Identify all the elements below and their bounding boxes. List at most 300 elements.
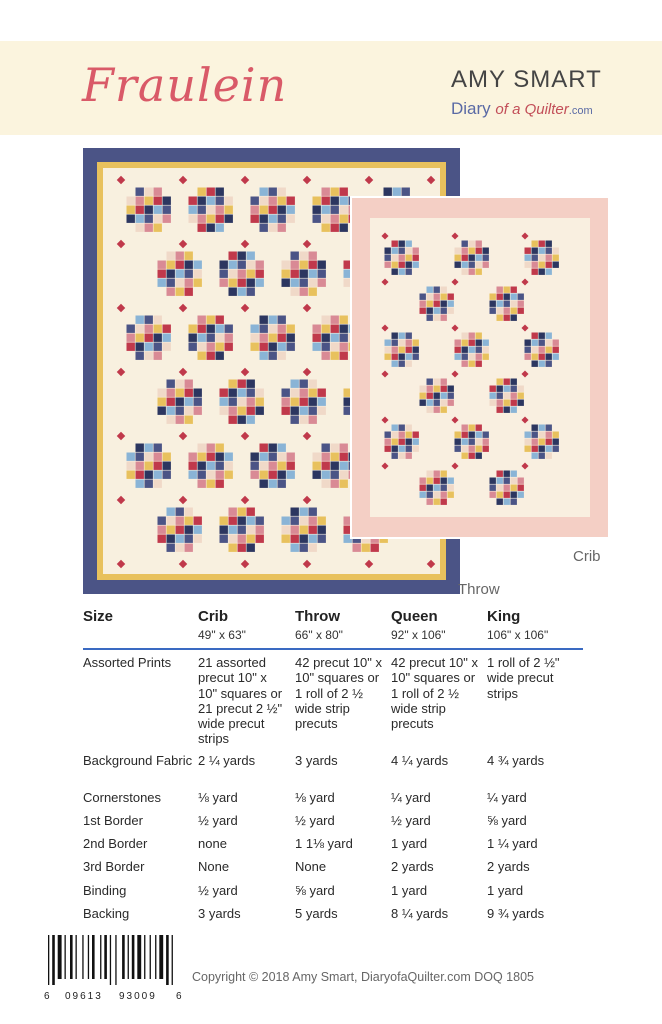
quilt-patch <box>434 400 440 406</box>
quilt-patch <box>392 248 398 254</box>
quilt-patch <box>420 485 426 491</box>
quilt-patch <box>497 294 503 300</box>
quilt-patch <box>291 288 299 296</box>
quilt-patch <box>176 416 184 424</box>
quilt-patch <box>469 333 475 339</box>
quilt-patch <box>127 462 135 470</box>
quilt-patch <box>163 206 171 214</box>
quilt-patch <box>154 188 162 196</box>
quilt-patch <box>331 316 339 324</box>
quilt-patch <box>532 255 538 261</box>
quilt-patch <box>229 416 237 424</box>
quilt-patch <box>260 453 268 461</box>
quilt-patch <box>497 471 503 477</box>
quilt-patch <box>194 270 202 278</box>
quilt-patch <box>154 471 162 479</box>
table-cell: ½ yard <box>295 813 335 828</box>
quilt-patch <box>441 393 447 399</box>
quilt-patch <box>511 301 517 307</box>
quilt-patch <box>420 294 426 300</box>
quilt-patch <box>256 389 264 397</box>
quilt-patch <box>238 526 246 534</box>
quilt-patch <box>462 432 468 438</box>
table-cell: 1 1⅛ yard <box>295 836 353 851</box>
barcode-bar <box>52 935 55 985</box>
quilt-patch <box>518 400 524 406</box>
quilt-patch <box>278 197 286 205</box>
quilt-patch <box>176 544 184 552</box>
quilt-patch <box>269 480 277 488</box>
quilt-patch <box>427 294 433 300</box>
quilt-patch <box>167 389 175 397</box>
quilt-patch <box>331 224 339 232</box>
quilt-patch <box>476 439 482 445</box>
quilt-patch <box>553 432 559 438</box>
quilt-patch <box>216 316 224 324</box>
quilt-patch <box>483 255 489 261</box>
quilt-patch <box>207 352 215 360</box>
quilt-patch <box>420 492 426 498</box>
quilt-patch <box>504 400 510 406</box>
quilt-patch <box>483 248 489 254</box>
quilt-patch <box>238 416 246 424</box>
quilt-patch <box>185 288 193 296</box>
quilt-patch <box>145 471 153 479</box>
quilt-patch <box>300 389 308 397</box>
quilt-patch <box>441 499 447 505</box>
table-cell: 1 ¼ yard <box>487 836 538 851</box>
barcode-bar <box>155 935 156 979</box>
quilt-patch <box>225 215 233 223</box>
quilt-patch <box>413 432 419 438</box>
quilt-patch <box>420 301 426 307</box>
quilt-patch <box>448 485 454 491</box>
quilt-patch <box>469 446 475 452</box>
quilt-patch <box>260 352 268 360</box>
quilt-patch <box>532 453 538 459</box>
quilt-patch <box>427 301 433 307</box>
quilt-patch <box>247 526 255 534</box>
header-king: King <box>487 608 521 625</box>
quilt-patch <box>207 206 215 214</box>
table-cell: 1 yard <box>391 883 428 898</box>
quilt-patch <box>136 316 144 324</box>
quilt-patch <box>553 262 559 268</box>
quilt-patch <box>247 389 255 397</box>
quilt-patch <box>220 389 228 397</box>
quilt-patch <box>256 407 264 415</box>
quilt-patch <box>309 544 317 552</box>
header-throw: Throw <box>295 608 340 625</box>
table-cell: 3 yards <box>295 753 338 768</box>
table-cell: 8 ¼ yards <box>391 906 449 921</box>
quilt-patch <box>392 425 398 431</box>
quilt-patch <box>154 334 162 342</box>
table-cell: 1 yard <box>391 836 428 851</box>
quilt-patch <box>553 439 559 445</box>
quilt-patch <box>300 544 308 552</box>
quilt-patch <box>145 480 153 488</box>
crib-caption: Crib <box>573 548 601 565</box>
quilt-patch <box>216 334 224 342</box>
quilt-patch <box>220 270 228 278</box>
quilt-patch <box>462 340 468 346</box>
table-cell: 2 yards <box>487 859 530 874</box>
barcode-bar <box>159 935 163 979</box>
table-cell: ⅛ yard <box>295 790 335 805</box>
quilt-patch <box>167 407 175 415</box>
quilt-patch <box>318 270 326 278</box>
quilt-patch <box>229 517 237 525</box>
quilt-patch <box>406 425 412 431</box>
quilt-patch <box>127 215 135 223</box>
quilt-patch <box>198 343 206 351</box>
quilt-patch <box>154 462 162 470</box>
quilt-patch <box>216 352 224 360</box>
quilt-patch <box>331 325 339 333</box>
quilt-patch <box>497 379 503 385</box>
quilt-patch <box>216 206 224 214</box>
barcode-bar <box>110 935 111 985</box>
quilt-patch <box>278 352 286 360</box>
quilt-patch <box>483 354 489 360</box>
quilt-patch <box>462 425 468 431</box>
quilt-patch <box>539 340 545 346</box>
table-cell: 2 ¼ yards <box>198 753 256 768</box>
quilt-patch <box>269 462 277 470</box>
quilt-patch <box>511 294 517 300</box>
quilt-patch <box>441 485 447 491</box>
quilt-patch <box>145 462 153 470</box>
quilt-patch <box>434 308 440 314</box>
quilt-patch <box>225 334 233 342</box>
quilt-patch <box>539 425 545 431</box>
quilt-patch <box>229 288 237 296</box>
quilt-patch <box>476 262 482 268</box>
quilt-patch <box>462 255 468 261</box>
quilt-patch <box>185 407 193 415</box>
quilt-patch <box>256 279 264 287</box>
quilt-patch <box>189 334 197 342</box>
quilt-patch <box>207 462 215 470</box>
quilt-patch <box>309 389 317 397</box>
quilt-patch <box>427 492 433 498</box>
quilt-patch <box>167 288 175 296</box>
quilt-patch <box>546 340 552 346</box>
quilt-patch <box>427 287 433 293</box>
quilt-patch <box>532 446 538 452</box>
quilt-patch <box>497 478 503 484</box>
quilt-patch <box>278 453 286 461</box>
quilt-patch <box>441 471 447 477</box>
quilt-patch <box>247 279 255 287</box>
quilt-patch <box>476 333 482 339</box>
barcode-left-digit: 6 <box>44 991 50 1002</box>
quilt-patch <box>406 453 412 459</box>
quilt-patch <box>260 325 268 333</box>
quilt-patch <box>229 407 237 415</box>
quilt-patch <box>198 471 206 479</box>
quilt-patch <box>309 288 317 296</box>
quilt-patch <box>313 471 321 479</box>
quilt-patch <box>278 325 286 333</box>
quilt-patch <box>167 270 175 278</box>
quilt-patch <box>399 333 405 339</box>
quilt-patch <box>539 248 545 254</box>
quilt-patch <box>145 444 153 452</box>
quilt-patch <box>278 343 286 351</box>
dims-throw: 66" x 80" <box>295 628 343 642</box>
quilt-patch <box>322 480 330 488</box>
quilt-patch <box>260 215 268 223</box>
quilt-patch <box>462 361 468 367</box>
quilt-patch <box>469 340 475 346</box>
quilt-patch <box>167 508 175 516</box>
quilt-patch <box>145 316 153 324</box>
quilt-patch <box>278 471 286 479</box>
quilt-patch <box>127 471 135 479</box>
table-cell: 21 assorted precut 10" x 10" squares or 21 precut 2 ½" wide precut strips <box>198 655 283 747</box>
table-cell: 2 yards <box>391 859 434 874</box>
quilt-patch <box>462 248 468 254</box>
quilt-patch <box>247 261 255 269</box>
quilt-patch <box>127 453 135 461</box>
quilt-patch <box>413 340 419 346</box>
quilt-patch <box>406 439 412 445</box>
quilt-patch <box>127 325 135 333</box>
quilt-patch <box>309 416 317 424</box>
quilt-patch <box>269 325 277 333</box>
quilt-patch <box>441 294 447 300</box>
quilt-patch <box>256 535 264 543</box>
quilt-patch <box>291 416 299 424</box>
quilt-patch <box>229 508 237 516</box>
quilt-patch <box>189 462 197 470</box>
quilt-patch <box>340 352 348 360</box>
quilt-patch <box>220 517 228 525</box>
quilt-patch <box>127 197 135 205</box>
quilt-patch <box>291 398 299 406</box>
barcode-bar <box>137 935 141 979</box>
quilt-patch <box>511 485 517 491</box>
quilt-patch <box>269 188 277 196</box>
quilt-patch <box>229 380 237 388</box>
quilt-patch <box>511 499 517 505</box>
quilt-patch <box>353 544 361 552</box>
quilt-patch <box>189 453 197 461</box>
quilt-patch <box>256 398 264 406</box>
quilt-patch <box>238 380 246 388</box>
table-cell: ¼ yard <box>487 790 527 805</box>
quilt-patch <box>185 261 193 269</box>
quilt-patch <box>532 340 538 346</box>
quilt-patch <box>434 499 440 505</box>
quilt-patch <box>518 294 524 300</box>
quilt-patch <box>176 526 184 534</box>
quilt-patch <box>313 453 321 461</box>
barcode-bar <box>144 935 145 979</box>
quilt-patch <box>247 416 255 424</box>
blog-suffix: .com <box>568 105 593 117</box>
quilt-patch <box>427 393 433 399</box>
quilt-patch <box>176 279 184 287</box>
quilt-patch <box>490 294 496 300</box>
quilt-patch <box>154 197 162 205</box>
quilt-patch <box>154 325 162 333</box>
quilt-patch <box>185 508 193 516</box>
quilt-patch <box>331 462 339 470</box>
quilt-patch <box>511 471 517 477</box>
quilt-patch <box>220 535 228 543</box>
quilt-patch <box>340 325 348 333</box>
quilt-patch <box>441 492 447 498</box>
quilt-patch <box>225 462 233 470</box>
quilt-patch <box>145 352 153 360</box>
quilt-patch <box>318 279 326 287</box>
quilt-patch <box>278 480 286 488</box>
quilt-patch <box>229 261 237 269</box>
quilt-patch <box>469 354 475 360</box>
quilt-patch <box>331 197 339 205</box>
quilt-patch <box>287 462 295 470</box>
barcode-bar <box>115 935 116 985</box>
quilt-patch <box>216 197 224 205</box>
quilt-patch <box>469 269 475 275</box>
quilt-patch <box>406 354 412 360</box>
quilt-patch <box>278 215 286 223</box>
quilt-patch <box>207 316 215 324</box>
quilt-patch <box>216 453 224 461</box>
quilt-patch <box>462 439 468 445</box>
quilt-patch <box>256 270 264 278</box>
quilt-patch <box>163 343 171 351</box>
quilt-patch <box>189 343 197 351</box>
quilt-patch <box>216 343 224 351</box>
quilt-patch <box>406 248 412 254</box>
quilt-patch <box>167 261 175 269</box>
header-rule <box>83 648 583 650</box>
quilt-patch <box>406 340 412 346</box>
table-cell: ⅛ yard <box>198 790 238 805</box>
quilt-patch <box>269 352 277 360</box>
quilt-patch <box>448 478 454 484</box>
quilt-patch <box>127 334 135 342</box>
quilt-patch <box>154 206 162 214</box>
quilt-patch <box>427 407 433 413</box>
quilt-patch <box>185 526 193 534</box>
quilt-patch <box>309 508 317 516</box>
quilt-patch <box>198 453 206 461</box>
quilt-patch <box>525 347 531 353</box>
quilt-patch <box>476 255 482 261</box>
quilt-patch <box>511 287 517 293</box>
dims-crib: 49" x 63" <box>198 628 246 642</box>
quilt-patch <box>427 315 433 321</box>
quilt-patch <box>331 206 339 214</box>
quilt-patch <box>154 480 162 488</box>
barcode-right-digit: 6 <box>176 991 182 1002</box>
quilt-patch <box>399 446 405 452</box>
quilt-patch <box>300 407 308 415</box>
quilt-patch <box>469 453 475 459</box>
quilt-patch <box>322 316 330 324</box>
quilt-patch <box>399 425 405 431</box>
quilt-patch <box>238 517 246 525</box>
barcode-bar <box>122 935 125 979</box>
quilt-patch <box>163 453 171 461</box>
quilt-patch <box>163 325 171 333</box>
quilt-patch <box>525 432 531 438</box>
quilt-patch <box>207 325 215 333</box>
quilt-patch <box>392 354 398 360</box>
quilt-patch <box>229 544 237 552</box>
quilt-patch <box>546 269 552 275</box>
quilt-patch <box>434 485 440 491</box>
quilt-patch <box>455 432 461 438</box>
quilt-patch <box>385 347 391 353</box>
quilt-patch <box>225 343 233 351</box>
quilt-patch <box>260 206 268 214</box>
quilt-patch <box>532 439 538 445</box>
quilt-patch <box>145 334 153 342</box>
quilt-patch <box>392 340 398 346</box>
quilt-patch <box>220 398 228 406</box>
quilt-patch <box>490 478 496 484</box>
quilt-patch <box>420 400 426 406</box>
quilt-patch <box>136 343 144 351</box>
quilt-patch <box>441 308 447 314</box>
barcode-group1: 09613 <box>65 991 103 1002</box>
quilt-patch <box>553 446 559 452</box>
quilt-patch <box>413 446 419 452</box>
quilt-patch <box>198 206 206 214</box>
header-size: Size <box>83 608 114 625</box>
quilt-patch <box>291 508 299 516</box>
table-cell: ½ yard <box>391 813 431 828</box>
row-label: 1st Border <box>83 813 143 828</box>
quilt-patch <box>194 279 202 287</box>
quilt-patch <box>392 446 398 452</box>
quilt-patch <box>406 333 412 339</box>
quilt-patch <box>198 188 206 196</box>
quilt-patch <box>167 380 175 388</box>
dims-king: 106" x 106" <box>487 628 549 642</box>
quilt-patch <box>238 544 246 552</box>
quilt-patch <box>462 446 468 452</box>
quilt-patch <box>136 206 144 214</box>
quilt-patch <box>136 325 144 333</box>
quilt-patch <box>413 439 419 445</box>
quilt-patch <box>371 544 379 552</box>
quilt-patch <box>490 492 496 498</box>
quilt-patch <box>525 446 531 452</box>
quilt-patch <box>282 398 290 406</box>
quilt-patch <box>287 343 295 351</box>
quilt-patch <box>525 248 531 254</box>
quilt-patch <box>399 453 405 459</box>
quilt-patch <box>393 188 401 196</box>
quilt-patch <box>256 517 264 525</box>
barcode-bar <box>92 935 95 979</box>
quilt-patch <box>189 325 197 333</box>
quilt-patch <box>225 471 233 479</box>
quilt-patch <box>176 517 184 525</box>
quilt-patch <box>546 354 552 360</box>
quilt-patch <box>455 262 461 268</box>
quilt-patch <box>331 352 339 360</box>
quilt-patch <box>198 334 206 342</box>
quilt-patch <box>497 287 503 293</box>
